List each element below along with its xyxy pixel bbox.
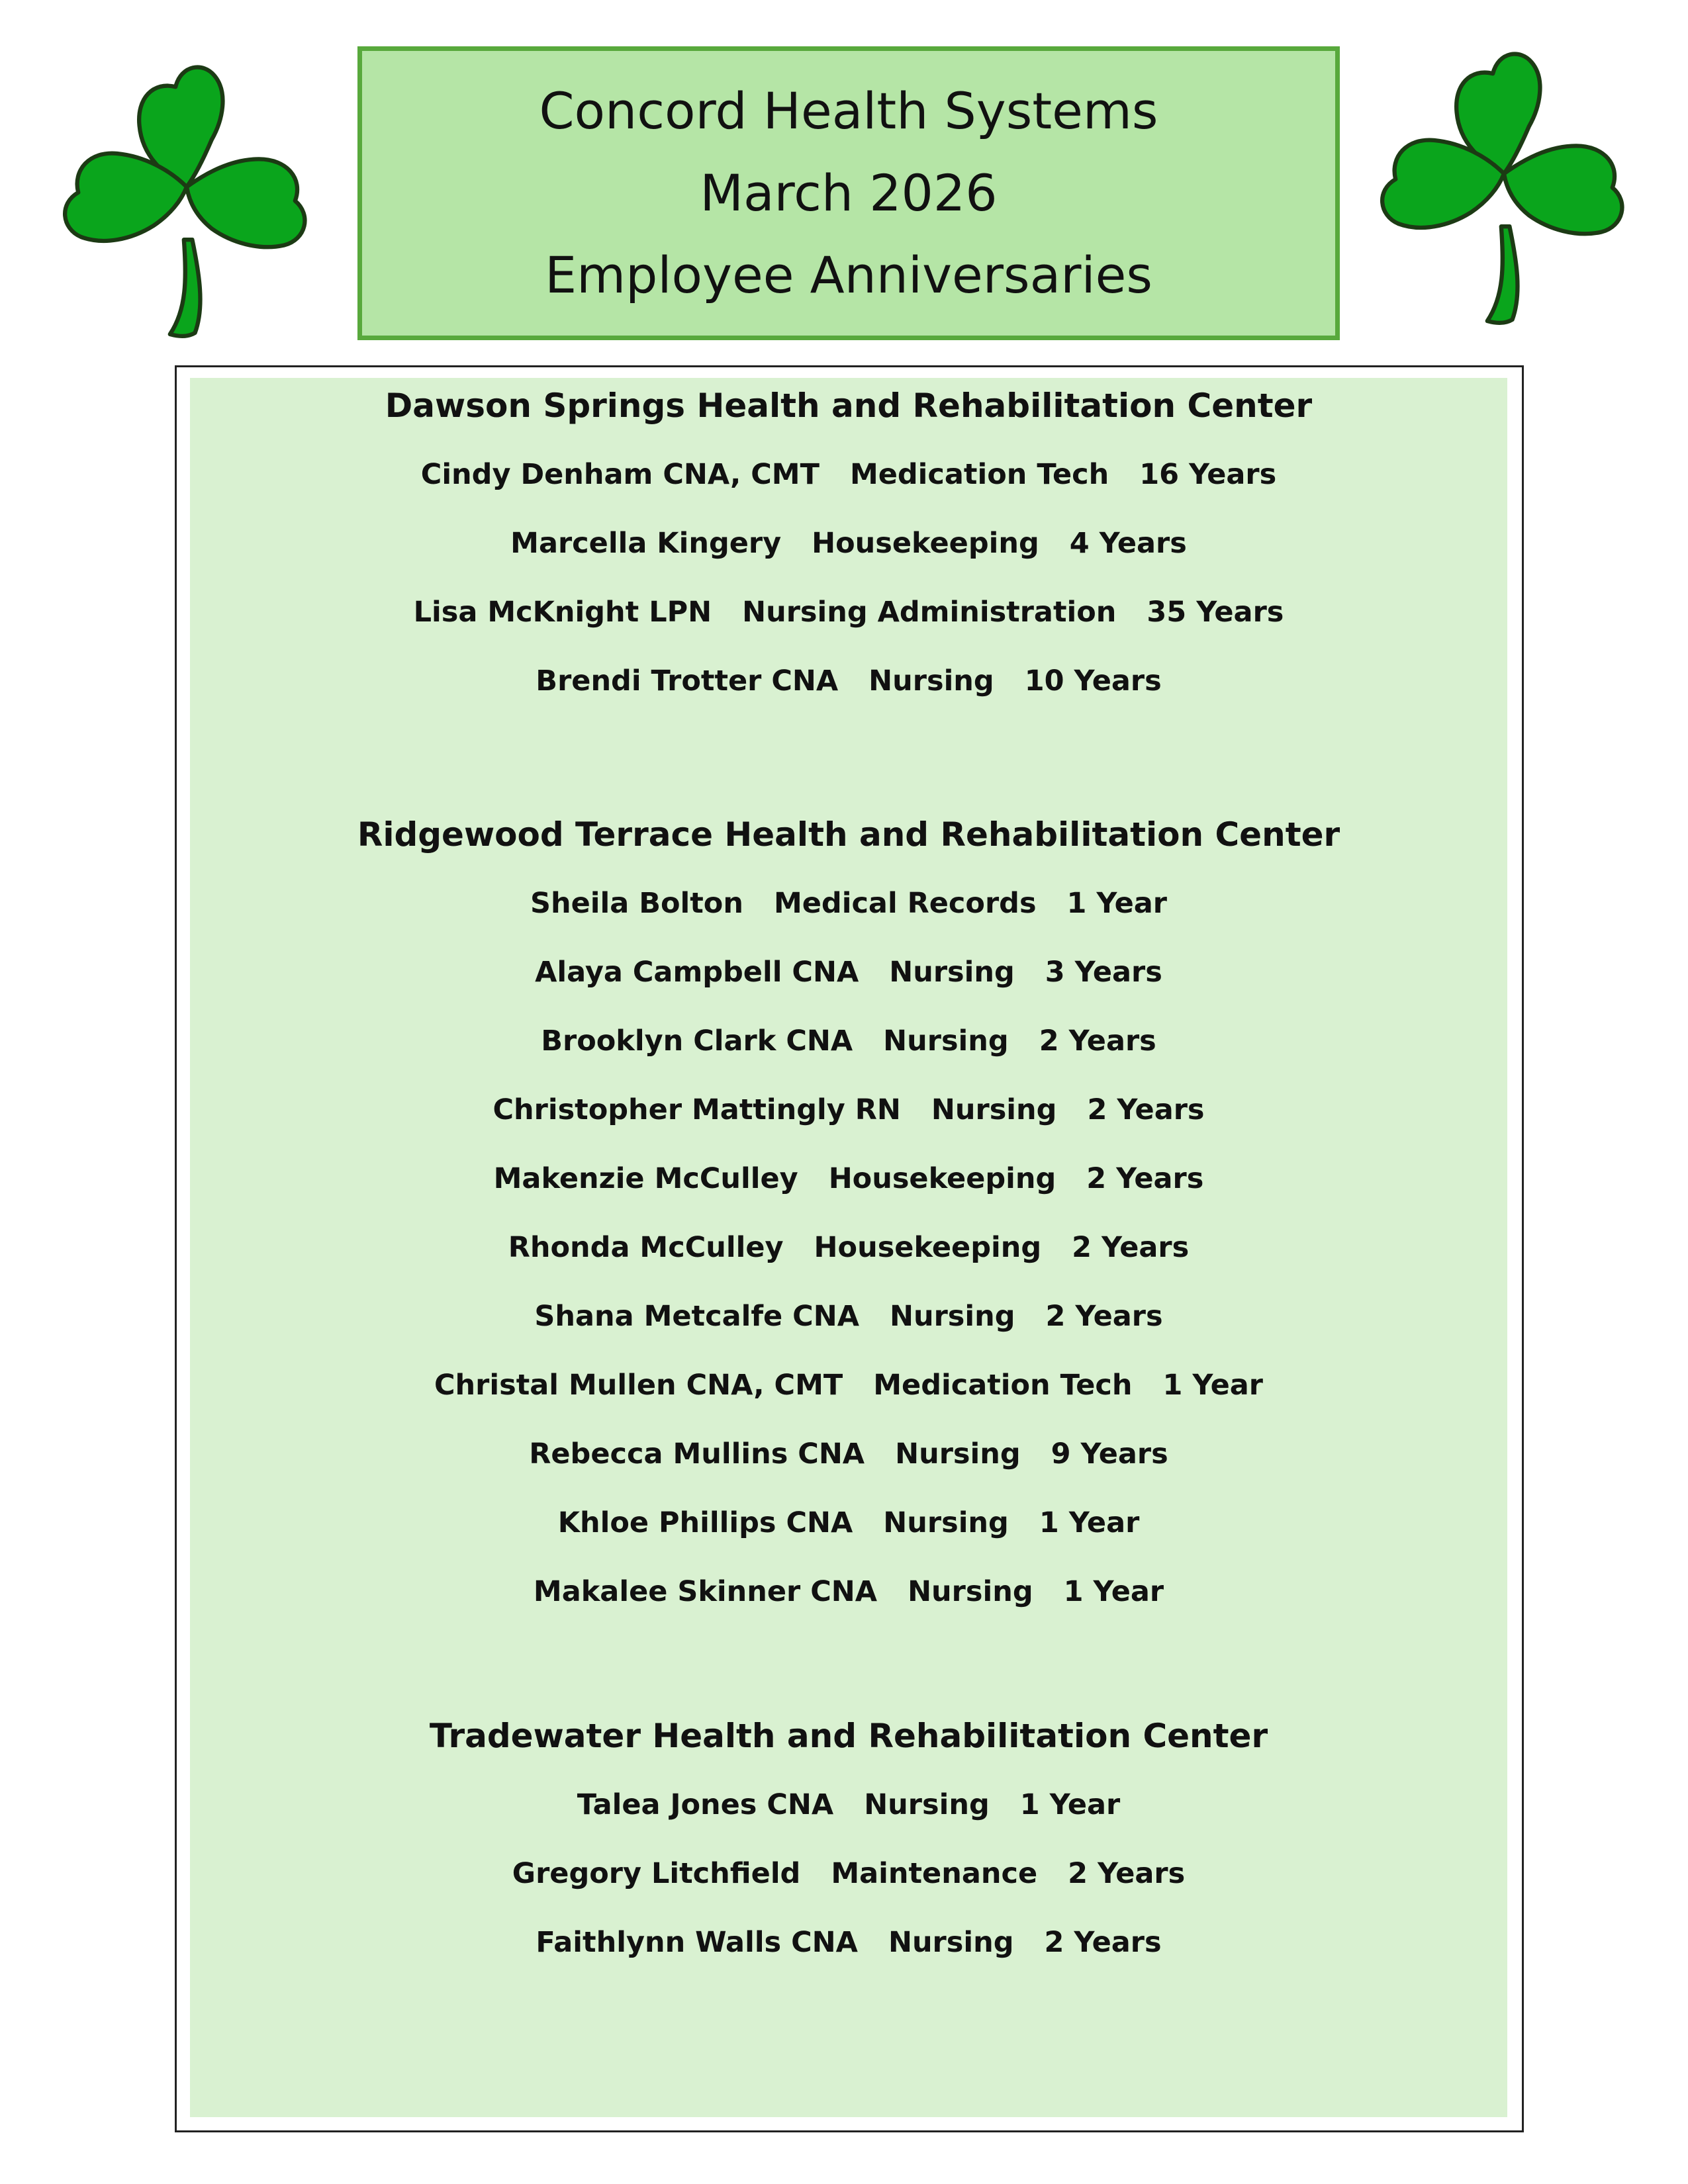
employee-years: 1 Year [1162, 1369, 1263, 1402]
employee-row [190, 1159, 1507, 1199]
employee-department: Maintenance [831, 1857, 1038, 1890]
employee-row [190, 523, 1507, 563]
employee-name: Rhonda McCulley [508, 1231, 784, 1264]
employee-name: Gregory Litchfield [512, 1857, 801, 1890]
employee-row [190, 884, 1507, 923]
employee-row [190, 1434, 1507, 1474]
employee-department: Medication Tech [849, 458, 1109, 491]
employee-years: 2 Years [1086, 1162, 1204, 1195]
employee-name: Khloe Phillips CNA [557, 1506, 853, 1539]
employee-name: Brendi Trotter CNA [536, 664, 839, 698]
employee-years: 2 Years [1039, 1024, 1156, 1058]
employee-department: Nursing [889, 956, 1015, 989]
employee-name: Rebecca Mullins CNA [529, 1437, 865, 1471]
employee-years: 1 Year [1019, 1788, 1121, 1821]
employee-row [190, 661, 1507, 701]
employee-row [190, 592, 1507, 632]
company-name: Concord Health Systems [539, 81, 1158, 140]
employee-name: Alaya Campbell CNA [535, 956, 859, 989]
employee-row [190, 1854, 1507, 1893]
employee-name: Cindy Denham CNA, CMT [420, 458, 820, 491]
employee-years: 1 Year [1063, 1575, 1164, 1608]
employee-years: 2 Years [1044, 1926, 1162, 1959]
shamrock-icon [1365, 26, 1643, 338]
employee-name: Christal Mullen CNA, CMT [434, 1369, 843, 1402]
employee-department: Nursing Administration [742, 596, 1117, 629]
employee-department: Housekeeping [814, 1231, 1042, 1264]
shamrock-icon [48, 40, 326, 351]
employee-department: Nursing [890, 1300, 1015, 1333]
employee-name: Faithlynn Walls CNA [536, 1926, 858, 1959]
employee-years: 2 Years [1072, 1231, 1190, 1264]
employee-name: Talea Jones CNA [577, 1788, 834, 1821]
facility-section-ridgewood-terrace [190, 815, 1507, 1641]
employee-years: 1 Year [1039, 1506, 1140, 1539]
employee-department: Medication Tech [873, 1369, 1133, 1402]
employee-name: Makenzie McCulley [493, 1162, 798, 1195]
employee-years: 2 Years [1045, 1300, 1163, 1333]
employee-row [190, 952, 1507, 992]
employee-name: Sheila Bolton [530, 887, 743, 920]
employee-department: Nursing [895, 1437, 1021, 1471]
employee-years: 35 Years [1147, 596, 1284, 629]
facility-heading: Dawson Springs Health and Rehabilitation Center [385, 387, 1313, 425]
employee-name: Christopher Mattingly RN [492, 1093, 901, 1126]
anniversary-list-panel [190, 378, 1507, 2117]
employee-name: Shana Metcalfe CNA [534, 1300, 859, 1333]
employee-department: Nursing [883, 1506, 1009, 1539]
employee-row [190, 1785, 1507, 1825]
employee-row [190, 1503, 1507, 1543]
employee-row [190, 1365, 1507, 1405]
employee-years: 2 Years [1068, 1857, 1186, 1890]
facility-heading: Ridgewood Terrace Health and Rehabilitation Center [357, 815, 1340, 854]
employee-years: 16 Years [1139, 458, 1277, 491]
employee-row [190, 1090, 1507, 1130]
employee-row [190, 1297, 1507, 1336]
anniversary-list-frame [175, 365, 1524, 2132]
employee-department: Nursing [883, 1024, 1009, 1058]
employee-row [190, 1923, 1507, 1962]
employee-department: Nursing [908, 1575, 1033, 1608]
employee-department: Housekeeping [828, 1162, 1056, 1195]
employee-years: 4 Years [1069, 527, 1187, 560]
title-box [357, 46, 1340, 340]
employee-name: Marcella Kingery [510, 527, 782, 560]
page-title: Employee Anniversaries [545, 246, 1152, 304]
employee-name: Lisa McKnight LPN [413, 596, 712, 629]
employee-name: Makalee Skinner CNA [533, 1575, 878, 1608]
employee-years: 9 Years [1051, 1437, 1168, 1471]
employee-years: 1 Year [1066, 887, 1168, 920]
employee-years: 10 Years [1024, 664, 1162, 698]
employee-department: Nursing [864, 1788, 990, 1821]
employee-department: Medical Records [773, 887, 1037, 920]
employee-row [190, 1572, 1507, 1612]
employee-department: Nursing [931, 1093, 1057, 1126]
employee-row [190, 1228, 1507, 1267]
employee-department: Nursing [888, 1926, 1014, 1959]
facility-section-dawson-springs [190, 386, 1507, 730]
employee-department: Housekeeping [812, 527, 1039, 560]
facility-heading: Tradewater Health and Rehabilitation Center [429, 1717, 1268, 1755]
employee-years: 2 Years [1087, 1093, 1205, 1126]
employee-row [190, 455, 1507, 494]
employee-name: Brooklyn Clark CNA [541, 1024, 853, 1058]
employee-row [190, 1021, 1507, 1061]
facility-section-tradewater [190, 1716, 1507, 1991]
anniversary-month: March 2026 [700, 163, 998, 222]
employee-years: 3 Years [1045, 956, 1162, 989]
employee-department: Nursing [868, 664, 994, 698]
